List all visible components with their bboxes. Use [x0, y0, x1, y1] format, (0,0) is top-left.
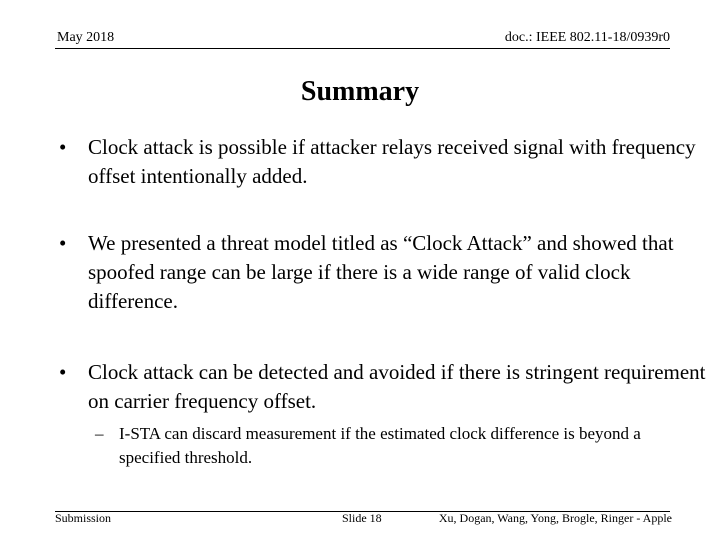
bullet-item — [55, 358, 708, 416]
footer-authors: Xu, Dogan, Wang, Yong, Brogle, Ringer - Apple — [438, 511, 672, 525]
bullet-marker: • — [59, 360, 67, 384]
bullet-marker: • — [59, 135, 67, 159]
slide-title: Summary — [300, 76, 420, 107]
bullet-marker: • — [59, 231, 67, 255]
bullet-item — [55, 229, 708, 316]
header-date: May 2018 — [57, 30, 115, 45]
bullet-text: Clock attack is possible if attacker relays received signal with frequency offset intentionally added. — [88, 135, 696, 188]
bullet-item — [55, 133, 708, 191]
bullet-text: Clock attack can be detected and avoided if there is stringent requirement on carrier frequency offset. — [88, 360, 706, 413]
sub-bullet-item — [95, 422, 689, 470]
header-doc-id: doc.: IEEE 802.11-18/0939r0 — [504, 30, 670, 45]
sub-bullet-marker: – — [95, 424, 104, 443]
bullet-text: We presented a threat model titled as “Clock Attack” and showed that spoofed range can be large if there is a wide range of valid clock difference. — [88, 231, 674, 313]
footer-submission: Submission — [55, 511, 112, 525]
footer-slide-number: Slide 18 — [342, 511, 382, 525]
header-divider — [55, 48, 670, 49]
sub-bullet-text: I-STA can discard measurement if the estimated clock difference is beyond a specified threshold. — [119, 424, 641, 467]
